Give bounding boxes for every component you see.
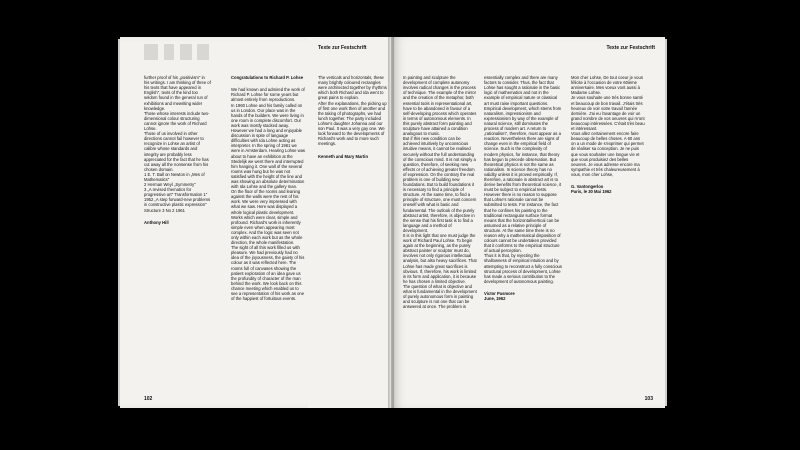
- congratulations-heading: Congratulations to Richard P. Lohse: [231, 75, 304, 81]
- martin-signature: Kenneth and Mary Martin: [318, 153, 369, 159]
- open-book: [120, 37, 665, 408]
- anthony-hill-text: further proof of his „positivism" in his writings. I am thinking of three of his texts that have appeared in English", texts of the kind too seldom found in the general run of exhibitions and mewriting wider knowledge. Those whose interests include two-dimensional colour structuring cannot ignore the work of Richard Lohse. Those of us involved in other directions cannot fail however to recognize in Lohse an artist of calibre whose standards and integrity are probably less appreciated for the fact that he has cut away all the nonsense from his chosen domain. 1 E. T. Ball on Newton in „Mes of Mathematics" 2 Herman Weyl „Symmetry" 3 „A revised thematics for progressive art" Transformation 1" 1952 „A step forward-new problems in constructive plastic expression" Structure 3 No 2 1961: [144, 75, 211, 213]
- vantongerloo-signature: G. Vantongerloo Paris, le 30 Mai 1962: [571, 184, 612, 195]
- martin-letter-continued: The verticals and horizontals, these many brightly coloured rectangles were architected together by rhythms which both Richard and Ida went to great pains to explain. After the explanations, the picking up of first one work then of another and the taking of photographs, we had lunch together. The party included Lohse's daughter Johanna and our son Paul. It was a very gay one. We look forward to the developments of Richard's work and to more such meetings.: [318, 75, 387, 147]
- page-number-left: 102: [144, 396, 153, 402]
- right-page-left-half: [308, 37, 395, 408]
- right-column-3: [571, 70, 645, 201]
- martin-letter-text: We had known and admired the work of Richard P. Lohse for some years but almost entirely from reproductions. In 1960 Lohse and his family called on us in London. Our place was in the hands of the builders. We were living in one room in complete discomfort. Our work was mostly stacked away. However we had a long and enjoyable discussion in spite of language difficulties with Ida Lohse acting as interpreter. In the spring of 1961 we were in Amsterdam. Hearing Lohse was about to have an exhibition at the Stedelijk we went there and interrupted him hanging it. One wall of the several rooms was hung but he was not satisfied with the height of the line and was showing an absolute determination with Ida Lohse and the gallery man. On the floor of the rooms and leaning against the walls were the rest of his work. We were very impressed with what we saw. Here was displayed a whole logical plastic development. Works which were clear, simple and profound. Richard's work is inherently simple even when appearing most complex. And the logic was seen not only within each work but as the whole direction, the whole manifestation. The sight of all this work filled us with pleasure. We had previously had no idea of the joyousness, the gaiety of his colour as it was reflected here. The rooms full of canvases showing the patient exploration of an idea gave us the profundity of character of the man behind the work. We look back on this chance meeting which enabled us to see a representation of his work as one of the happiest of fortuitous events.: [231, 87, 306, 302]
- pasmore-signature: Victor Pasmore June, 1962: [484, 291, 515, 302]
- right-column-2: [484, 70, 562, 308]
- book-gutter: [388, 37, 394, 408]
- vantongerloo-text: Mon cher Lohse, De tout coeur je vous félicite à l'occasion de votre 60ième anniversaire. Mes voeux vont aussi à Madame Lohse. Je vous souhaite une très bonne santé et beaucoup de bon travail. J'étais très heureux de voir votre travail l'année dernière. J'ai eu l'avantage de voir un grand nombre de vos oeuvres qui m'ont beaucoup intéressées. C'était très beau et intéressant. Vous allez certainement encore faire beaucoup de belles choses. A 60 ans on a un mode de s'exprimer qui permet de réaliser sa conception. Je ne puis que vous souhaiter une longue vie et que vous produisiez des belles oeuvres. Je vous adresse encore ma sympathie et très chaleureusement à vous, mon cher Lohse,: [571, 75, 645, 177]
- right-page: [391, 37, 665, 408]
- running-head: Texte zur Festschrift: [318, 45, 367, 51]
- left-column-3: [318, 70, 390, 166]
- left-column-2: [231, 70, 305, 308]
- page-number-right: 103: [644, 396, 653, 402]
- pasmore-text-part1: In painting and sculpture the development of complete autonomy involves radical changes in the process of technique. The example of the mirror and the creation of the metaphor, both essential tools in representational art, have to be abandoned in favour of a self-developing process which operates in terms of autonomous elements. In this purely abstract form painting and sculpture have attained a condition analogous to music. But if this new condition can be achieved intuitively by unconscious intuitive means, it cannot be realised securely without the full understanding of the conscious mind. It is not simply a question, therefore, of seeking new effects or of achieving greater freedom of expression. On the contrary the real problem is one of building new foundations. But to build foundations it is necessary to find a principle of structure. At the same time, to find a principle of structure, one must concern oneself with what is basic and fundamental. The outlook of the purely abstract artist, therefore, is objective in the sense that his first task is to find a language and a method of development. It is in this light that one must judge the work of Richard Paul Lohse. To begin again at the beginning, as the purely abstract painter or sculptor must do, involves not only rigorous intellectual analysis, but also heavy sacrifices. That Lohse has made great sacrifices is obvious. If, therefore, his work is limited in its form and application, it is because he has chosen a limited objective. The question of what is objective and what is fundamental in the development of purely autonomous form in painting and sculpture is not one that can be answered at once. The problem is: [403, 75, 477, 310]
- running-head-right: Texte zur Festschrift: [606, 45, 655, 51]
- faded-logo-mark: [144, 44, 209, 60]
- right-column-1: [403, 70, 477, 317]
- left-column-1: [144, 70, 211, 232]
- anthony-hill-signature: Anthony Hill: [144, 219, 169, 225]
- pasmore-text-part2: essentially complex and there are many factors to consider. Thus, the fact that Lohse has sought a rationale in the basic logic of mathematics and not in the example of empirical nature or classical art must raise important questions. Empirical development, which stems from naturalism, impressionism and expressionism by way of the example of natural science, still dominates the process of modern art. A return to „rationalism", therefore, must appear as a reaction. Nevertheless there are signs of change even in the empirical field of science. Such is the complexity of modern physics, for instance, that theory has begun to precede observation. But theoretical physics is not the same as rationalism. In science theory has no validity unless it is proved empirically. If, therefore, a rationale in abstract art is to derive benefits from theoretical science, it must be subject to empirical tests. However there is no reason to suppose that Lohse's rationale cannot be submitted to tests. For instance, the fact that he confines his painting to the traditional rectangular surface format means that the horizontal/vertical can be assumed as a relative principle of structure. At the same time there is no reason why a mathematical disposition of colours cannot be undertaken provided that it conforms to the empirical structure of actual perception. Thus it is that, by rejecting the shallowness of empirical intuition and by attempting to reconstruct a fully conscious structural process of development, Lohse has made a serious contribution to the development of autonomous painting.: [484, 75, 562, 284]
